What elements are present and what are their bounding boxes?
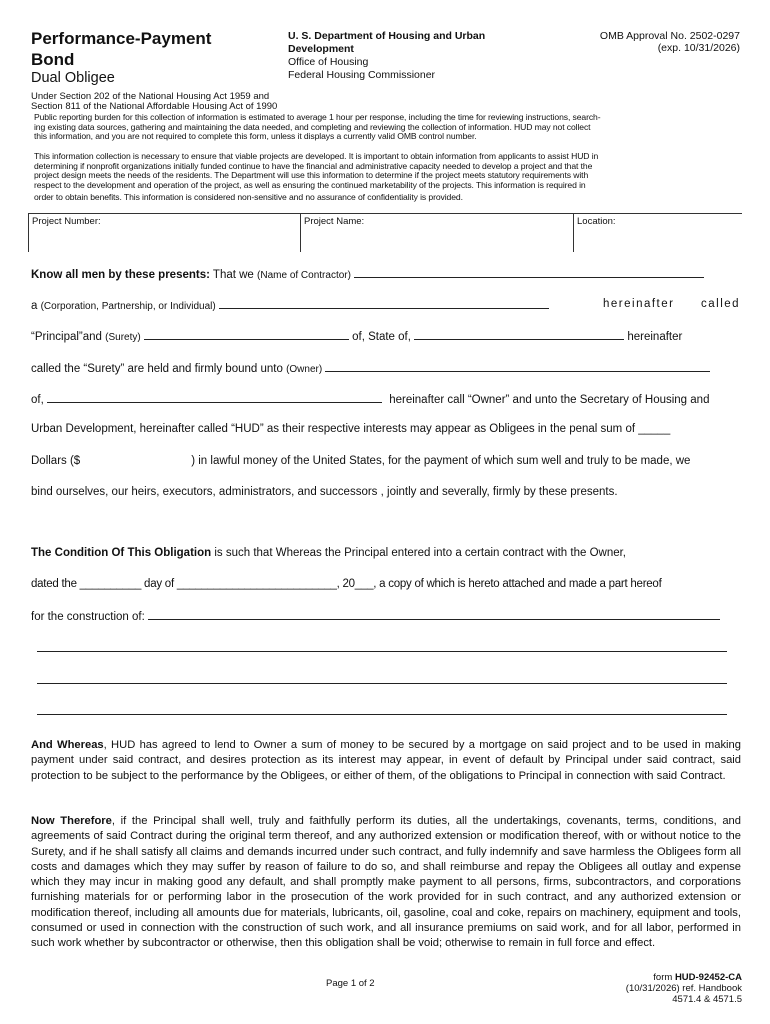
authority-line-1: Under Section 202 of the National Housing Act 1959 and bbox=[31, 91, 270, 102]
burden-line: ing existing data sources, gathering and maintaining the data needed, and completing and reviewing the collection of information. HUD may not collect bbox=[34, 121, 591, 132]
text: called the “Surety” are held and firmly bound unto bbox=[31, 363, 287, 375]
construction-field-line-2[interactable] bbox=[37, 641, 727, 652]
location-label: Location: bbox=[577, 216, 616, 227]
project-name-field[interactable] bbox=[300, 214, 573, 252]
corporation-field[interactable] bbox=[219, 298, 549, 309]
dollars-line bbox=[31, 455, 690, 467]
text: , HUD has agreed to lend to Owner a sum of money to be secured by a mortgage on said project and to be used in making payment under said contract, and desires protection as its interest may appear, in event of default by Principal under said contract, said protection to be subject to the performance by the Obligees, or either of them, of the obligations to Principal in connection with said Contract. bbox=[31, 739, 741, 782]
purpose-line: This information collection is necessary to ensure that viable projects are developed. It is important to obtain information from applicants to assist HUD in bbox=[34, 151, 599, 161]
text: ) in lawful money of the United States, for the payment of which sum well and truly to be made, we bbox=[191, 455, 691, 467]
form-reference bbox=[626, 972, 742, 1005]
purpose-line: order to obtain benefits. This information is considered non-sensitive and no assurance of confidentiality is provided. bbox=[34, 192, 463, 202]
omb-number: OMB Approval No. 2502-0297 bbox=[599, 30, 740, 42]
condition-line bbox=[31, 547, 626, 559]
form-id: HUD-92452-CA bbox=[674, 972, 742, 983]
construction-field-line-4[interactable] bbox=[37, 704, 727, 715]
text: Dollars ($ bbox=[31, 455, 81, 467]
text: That we bbox=[209, 269, 258, 281]
omb-expiration: (exp. 10/31/2026) bbox=[657, 42, 740, 54]
construction-line bbox=[31, 609, 720, 623]
now-therefore-paragraph bbox=[31, 814, 741, 952]
title-line-1: Performance-Payment bbox=[31, 29, 212, 48]
project-info-table bbox=[28, 213, 742, 252]
corporation-line bbox=[31, 298, 549, 312]
form-title bbox=[31, 28, 211, 70]
burden-statement bbox=[34, 113, 601, 142]
text: of, bbox=[31, 394, 44, 406]
contractor-hint: (Name of Contractor) bbox=[257, 270, 351, 281]
whereas-paragraph bbox=[31, 738, 741, 784]
bind-ourselves-line: bind ourselves, our heirs, executors, administrators, and successors , jointly and severally, firmly by these presents. bbox=[31, 486, 618, 498]
burden-line: Public reporting burden for this collection of information is estimated to average 1 hour per response, including the time for reviewing instructions, search- bbox=[34, 112, 601, 122]
project-number-label: Project Number: bbox=[32, 216, 101, 227]
text: “Principal”and bbox=[31, 331, 106, 343]
construction-field[interactable] bbox=[148, 609, 720, 620]
owner-hint: (Owner) bbox=[286, 364, 323, 375]
purpose-line: determining if nonprofit organizations initially funded continue to have the financial and administrative capacity needed to develop a project and that the bbox=[34, 160, 593, 171]
text: is such that Whereas the Principal entered into a certain contract with the Owner, bbox=[211, 547, 627, 559]
page-number: Page 1 of 2 bbox=[326, 978, 375, 989]
text: of, State of, bbox=[352, 331, 411, 343]
surety-name-field[interactable] bbox=[144, 329, 349, 340]
hereinafter-text: hereinafter bbox=[603, 298, 675, 310]
agency-office: Office of Housing bbox=[288, 56, 369, 68]
project-name-label: Project Name: bbox=[304, 216, 365, 227]
handbook-numbers: 4571.4 & 4571.5 bbox=[672, 994, 742, 1005]
text: a bbox=[31, 300, 41, 312]
location-field[interactable] bbox=[573, 214, 742, 252]
title-line-2: Bond bbox=[31, 50, 75, 69]
know-all-men-heading: Know all men by these presents: bbox=[31, 269, 210, 281]
project-number-field[interactable] bbox=[28, 214, 300, 252]
agency-block bbox=[288, 30, 485, 82]
contractor-name-field[interactable] bbox=[354, 267, 704, 278]
condition-heading: The Condition Of This Obligation bbox=[31, 547, 212, 559]
agency-name-2: Development bbox=[288, 43, 354, 55]
know-all-men-line bbox=[31, 267, 704, 281]
surety-bound-line bbox=[31, 361, 710, 375]
urban-development-line: Urban Development, hereinafter called “HUD” as their respective interests may appear as Obligees in the penal sum of _____ bbox=[31, 423, 671, 435]
dated-line: dated the __________ day of __________________________, 20___, a copy of which is hereto attached and made a part hereof bbox=[31, 578, 662, 590]
authority-text bbox=[31, 92, 277, 112]
authority-line-2: Section 811 of the National Affordable Housing Act of 1990 bbox=[31, 101, 278, 112]
principal-surety-line bbox=[31, 329, 682, 343]
text: form bbox=[653, 972, 675, 983]
text: hereinafter bbox=[627, 331, 683, 343]
called-text: called bbox=[701, 298, 741, 310]
corporation-hint: (Corporation, Partnership, or Individual) bbox=[40, 301, 216, 312]
owner-location-field[interactable] bbox=[47, 392, 382, 403]
purpose-statement bbox=[34, 152, 598, 203]
text: for the construction of: bbox=[31, 611, 148, 623]
now-therefore-heading: Now Therefore bbox=[31, 815, 112, 827]
owner-of-line bbox=[31, 392, 709, 406]
form-subtitle: Dual Obligee bbox=[31, 70, 115, 86]
burden-line: this information, and you are not required to complete this form, unless it displays a currently valid OMB control number. bbox=[34, 131, 477, 141]
state-field[interactable] bbox=[414, 329, 624, 340]
owner-name-field[interactable] bbox=[325, 361, 710, 372]
handbook-ref: (10/31/2026) ref. Handbook bbox=[625, 983, 742, 994]
text: , if the Principal shall well, truly and faithfully perform its duties, all the undertakings, covenants, terms, conditions, and agreements of said Contract during the original term thereof, and any authorized extension or modification thereof, with or without notice to the Surety, and if he shall satisfy all claims and demands incurred under such contract, and fully indemnify and save harmless the Obligees form all costs and damages which they may suffer by reason of failure to do so, and shall reimburse and repay the Obligees all outlay and expense which they may incur in making good any default, and shall promptly make payment to all persons, firms, subcontractors, and corporations furnishing materials for or performing labor in the prosecution of the work provided for in such contract, and any authorized extension or modification thereof, including all amounts due for materials, lubricants, oil, gasoline, coal and coke, repairs on machinery, equipment and tools, consumed or used in connection with the construction of such work, and all insurance premiums on said work, and for all labor, performed in such work whether by subcontractor or otherwise, then this obligation shall be void; otherwise to remain in full force and effect. bbox=[31, 815, 741, 950]
purpose-line: project design meets the needs of the residents. The Department will use this information to determine if the project meets statutory requirements with bbox=[34, 170, 589, 180]
purpose-line: respect to the development and operation of the project, as well as ensuring the continued marketability of the projects. This information is required in bbox=[34, 179, 586, 190]
omb-approval bbox=[600, 30, 740, 54]
construction-field-line-3[interactable] bbox=[37, 673, 727, 684]
whereas-heading: And Whereas bbox=[31, 739, 104, 751]
agency-name-1: U. S. Department of Housing and Urban bbox=[288, 30, 486, 42]
surety-hint: (Surety) bbox=[105, 332, 141, 343]
agency-commissioner: Federal Housing Commissioner bbox=[288, 69, 436, 81]
text: hereinafter call “Owner” and unto the Secretary of Housing and bbox=[389, 394, 710, 406]
